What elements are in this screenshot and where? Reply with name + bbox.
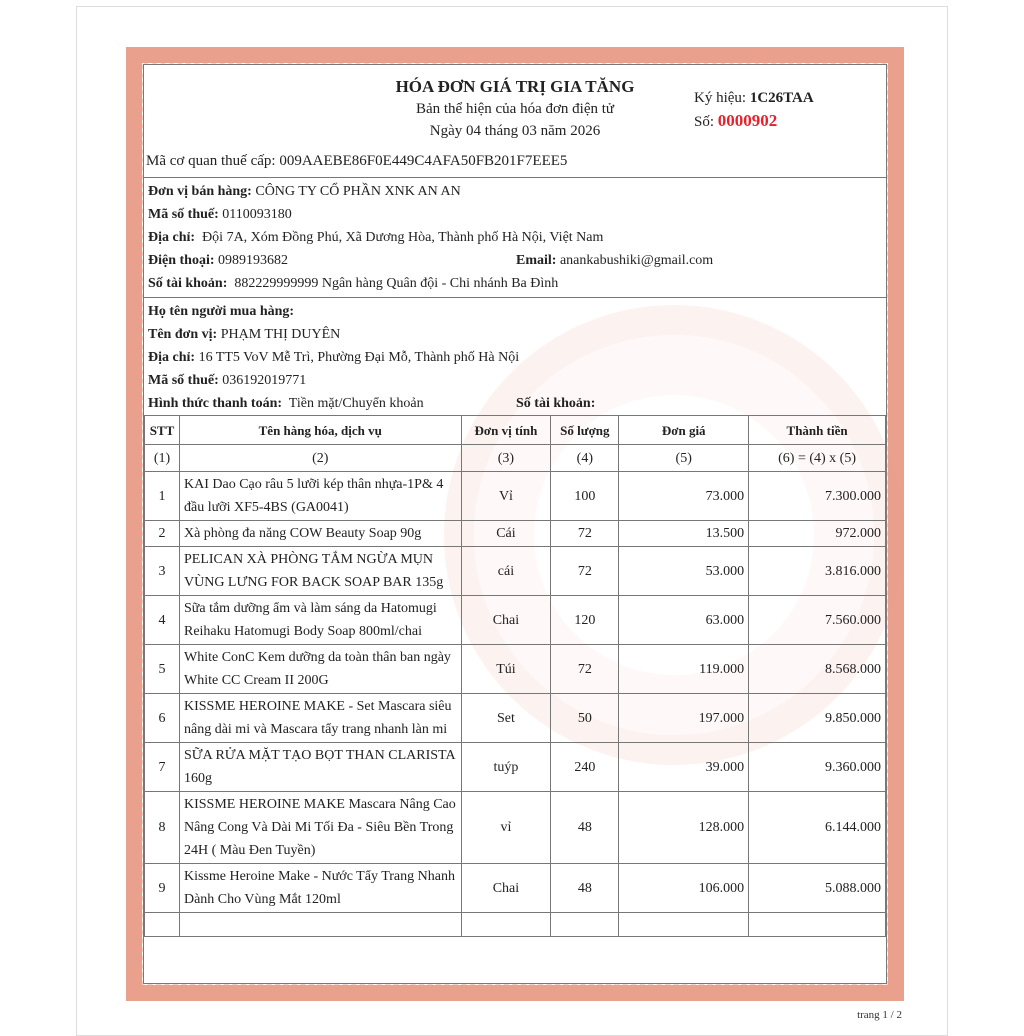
item-name: Xà phòng đa năng COW Beauty Soap 90g	[179, 521, 461, 547]
number-label: Số:	[694, 114, 715, 130]
table-row	[145, 743, 886, 792]
tax-code-label: Mã cơ quan thuế cấp:	[146, 153, 276, 169]
buyer-tax: 036192019771	[222, 373, 307, 388]
item-unit: vỉ	[461, 792, 551, 864]
item-unit: Cái	[461, 521, 551, 547]
column-header: Số lượng	[551, 416, 619, 445]
item-total: 7.560.000	[749, 596, 886, 645]
item-unit-price: 128.000	[619, 792, 749, 864]
item-quantity: 72	[551, 521, 619, 547]
invoice	[143, 64, 887, 984]
item-total: 6.144.000	[749, 792, 886, 864]
item-quantity: 48	[551, 864, 619, 913]
column-index: (6) = (4) x (5)	[749, 445, 886, 472]
item-name: Kissme Heroine Make - Nước Tẩy Trang Nhanh Dành Cho Vùng Mắt 120ml	[179, 864, 461, 913]
table-index-row	[145, 445, 886, 472]
column-index: (3)	[461, 445, 551, 472]
invoice-number	[694, 111, 777, 131]
row-stt: 5	[145, 645, 180, 694]
item-unit: Chai	[461, 596, 551, 645]
item-quantity: 72	[551, 645, 619, 694]
item-total: 3.816.000	[749, 547, 886, 596]
item-unit-price: 119.000	[619, 645, 749, 694]
item-unit: tuýp	[461, 743, 551, 792]
item-total: 8.568.000	[749, 645, 886, 694]
table-row	[145, 792, 886, 864]
item-unit: Vỉ	[461, 472, 551, 521]
column-index: (1)	[145, 445, 180, 472]
column-header: Tên hàng hóa, dịch vụ	[179, 416, 461, 445]
item-unit-price: 106.000	[619, 864, 749, 913]
item-total: 7.300.000	[749, 472, 886, 521]
table-row	[145, 694, 886, 743]
column-index: (5)	[619, 445, 749, 472]
items-table	[144, 415, 886, 937]
seller-email: anankabushiki@gmail.com	[559, 253, 714, 268]
empty-row	[145, 913, 886, 937]
item-name: Sữa tắm dưỡng ẩm và làm sáng da Hatomugi Reihaku Hatomugi Body Soap 800ml/chai	[179, 596, 461, 645]
item-unit-price: 63.000	[619, 596, 749, 645]
buyer-name-label: Họ tên người mua hàng:	[148, 304, 295, 319]
row-stt: 9	[145, 864, 180, 913]
table-row	[145, 472, 886, 521]
item-quantity: 48	[551, 792, 619, 864]
table-row	[145, 645, 886, 694]
column-header: Đơn vị tính	[461, 416, 551, 445]
seller-email-label: Email:	[516, 253, 557, 268]
seller-account-label: Số tài khoản:	[148, 276, 228, 291]
buyer-address-label: Địa chỉ:	[148, 350, 196, 365]
column-header: Đơn giá	[619, 416, 749, 445]
seller-address-label: Địa chỉ:	[148, 230, 196, 245]
symbol-label: Ký hiệu:	[694, 90, 747, 106]
item-unit: cái	[461, 547, 551, 596]
symbol-value: 1C26TAA	[749, 90, 814, 106]
row-stt: 1	[145, 472, 180, 521]
seller-phone: 0989193682	[218, 253, 288, 268]
seller-address: Đội 7A, Xóm Đồng Phú, Xã Dương Hòa, Thành phố Hà Nội, Việt Nam	[202, 230, 604, 245]
item-quantity: 240	[551, 743, 619, 792]
item-name: PELICAN XÀ PHÒNG TẮM NGỪA MỤN VÙNG LƯNG FOR BACK SOAP BAR 135g	[179, 547, 461, 596]
invoice-title: HÓA ĐƠN GIÁ TRỊ GIA TĂNG	[395, 77, 635, 96]
invoice-header	[144, 65, 886, 178]
payment-label: Hình thức thanh toán:	[148, 396, 283, 411]
page-number: trang 1 / 2	[857, 1009, 902, 1021]
column-index: (4)	[551, 445, 619, 472]
item-quantity: 50	[551, 694, 619, 743]
seller-tax: 0110093180	[222, 207, 292, 222]
item-name: White ConC Kem dưỡng da toàn thân ban ngày White CC Cream II 200G	[179, 645, 461, 694]
invoice-subtitle: Bản thể hiện của hóa đơn điện tử	[415, 101, 615, 117]
table-row	[145, 596, 886, 645]
item-unit: Túi	[461, 645, 551, 694]
item-name: KAI Dao Cạo râu 5 lưỡi kép thân nhựa-1P& 4 đầu lưỡi XF5-4BS (GA0041)	[179, 472, 461, 521]
row-stt: 2	[145, 521, 180, 547]
item-quantity: 120	[551, 596, 619, 645]
seller-name-label: Đơn vị bán hàng:	[148, 184, 252, 199]
number-value: 0000902	[717, 111, 778, 130]
buyer-unit-label: Tên đơn vị:	[148, 327, 218, 342]
table-header-row	[145, 416, 886, 445]
buyer-section	[144, 298, 886, 415]
item-name: SỮA RỬA MẶT TẠO BỌT THAN CLARISTA 160g	[179, 743, 461, 792]
tax-code-value: 009AAEBE86F0E449C4AFA50FB201F7EEE5	[279, 153, 568, 169]
row-stt: 4	[145, 596, 180, 645]
table-row	[145, 547, 886, 596]
buyer-address: 16 TT5 VoV Mễ Trì, Phường Đại Mỗ, Thành phố Hà Nội	[198, 350, 520, 365]
row-stt: 7	[145, 743, 180, 792]
buyer-tax-label: Mã số thuế:	[148, 373, 219, 388]
item-unit: Chai	[461, 864, 551, 913]
table-row	[145, 864, 886, 913]
item-unit-price: 73.000	[619, 472, 749, 521]
item-unit-price: 39.000	[619, 743, 749, 792]
table-row	[145, 521, 886, 547]
invoice-date: Ngày 04 tháng 03 năm 2026	[429, 123, 601, 139]
tax-authority-code	[146, 153, 567, 170]
item-unit-price: 13.500	[619, 521, 749, 547]
seller-account: 882229999999 Ngân hàng Quân đội - Chi nhánh Ba Đình	[234, 276, 559, 291]
column-header: STT	[145, 416, 180, 445]
buyer-account-label: Số tài khoản:	[516, 396, 596, 411]
row-stt: 8	[145, 792, 180, 864]
seller-section	[144, 178, 886, 298]
item-quantity: 100	[551, 472, 619, 521]
item-unit: Set	[461, 694, 551, 743]
row-stt: 6	[145, 694, 180, 743]
item-total: 972.000	[749, 521, 886, 547]
item-quantity: 72	[551, 547, 619, 596]
row-stt: 3	[145, 547, 180, 596]
seller-phone-label: Điện thoại:	[148, 253, 215, 268]
buyer-unit: PHẠM THỊ DUYÊN	[220, 327, 341, 342]
symbol	[694, 90, 814, 107]
payment-method: Tiền mặt/Chuyển khoản	[288, 396, 424, 411]
item-unit-price: 53.000	[619, 547, 749, 596]
item-unit-price: 197.000	[619, 694, 749, 743]
item-name: KISSME HEROINE MAKE - Set Mascara siêu nâng dài mi và Mascara tẩy trang nhanh làn mi	[179, 694, 461, 743]
column-index: (2)	[179, 445, 461, 472]
seller-name: CÔNG TY CỔ PHẦN XNK AN AN	[255, 184, 461, 199]
seller-tax-label: Mã số thuế:	[148, 207, 219, 222]
item-total: 9.850.000	[749, 694, 886, 743]
column-header: Thành tiền	[749, 416, 886, 445]
item-name: KISSME HEROINE MAKE Mascara Nâng Cao Nâng Cong Và Dài Mi Tối Đa - Siêu Bền Trong 24H ( Màu Đen Tuyền)	[179, 792, 461, 864]
item-total: 5.088.000	[749, 864, 886, 913]
item-total: 9.360.000	[749, 743, 886, 792]
